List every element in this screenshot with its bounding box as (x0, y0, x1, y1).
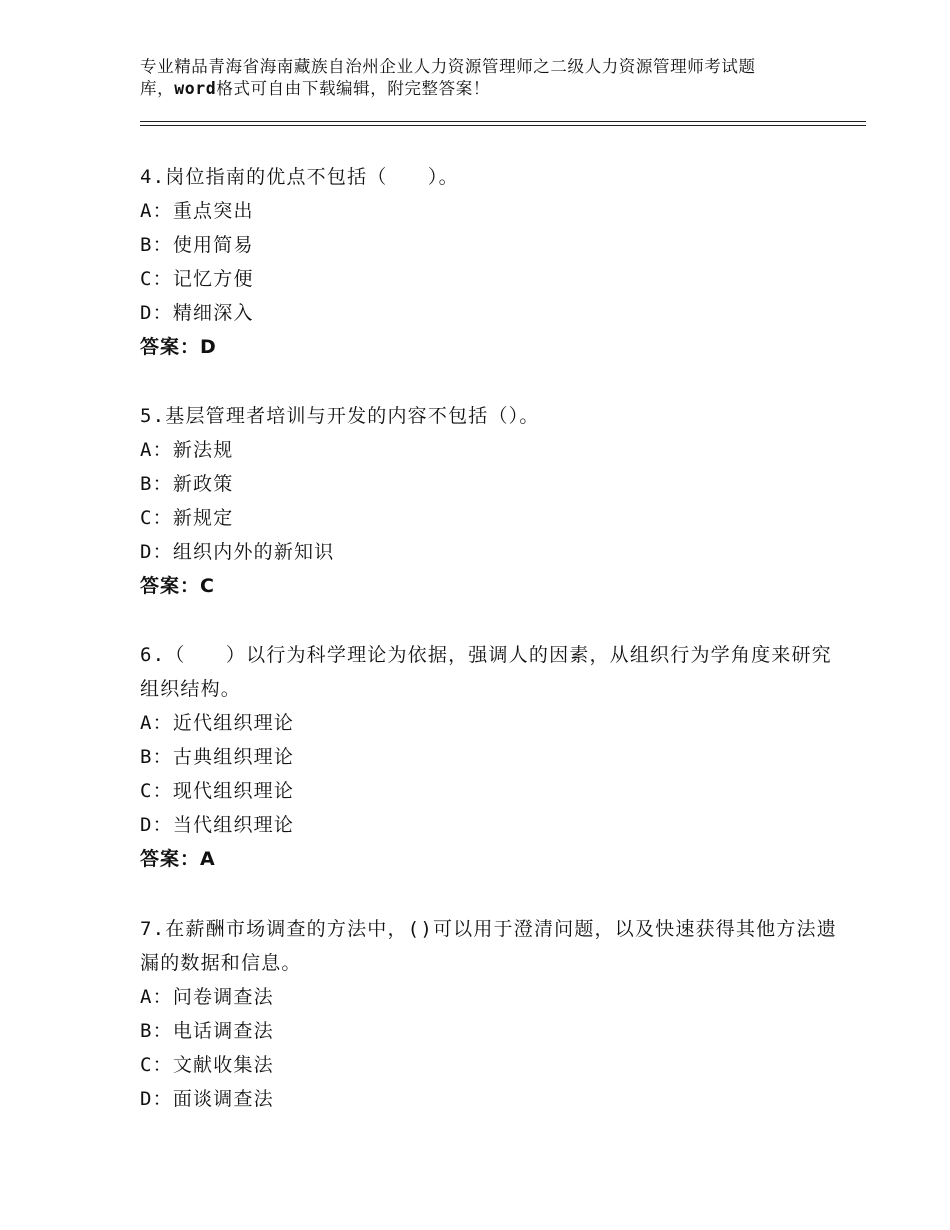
answer: 答案：C (140, 575, 215, 597)
header-line2-suffix: 格式可自由下载编辑，附完整答案！ (216, 79, 490, 98)
header-divider-top (140, 121, 866, 122)
question-stem: 5.基层管理者培训与开发的内容不包括（）。 (140, 405, 540, 427)
answer: 答案：A (140, 848, 216, 870)
option-d: D：面谈调查法 (140, 1088, 274, 1110)
option-b: B：使用简易 (140, 234, 254, 256)
option-d: D：组织内外的新知识 (140, 541, 335, 563)
option-a: A：近代组织理论 (140, 712, 295, 734)
header-line2-prefix: 库， (140, 79, 175, 98)
question-stem: 7.在薪酬市场调查的方法中，()可以用于澄清问题，以及快速获得其他方法遗漏的数据和信息。 (140, 918, 837, 974)
option-c: C：现代组织理论 (140, 780, 295, 802)
option-b: B：新政策 (140, 473, 234, 495)
option-c: C：新规定 (140, 507, 234, 529)
option-a: A：新法规 (140, 439, 234, 461)
option-c: C：文献收集法 (140, 1054, 274, 1076)
question-7 (140, 912, 840, 1116)
option-b: B：古典组织理论 (140, 746, 295, 768)
question-6 (140, 638, 840, 876)
option-b: B：电话调查法 (140, 1020, 274, 1042)
document-header (140, 56, 830, 100)
option-d: D：精细深入 (140, 302, 254, 324)
answer: 答案：D (140, 336, 217, 358)
header-title-line1: 专业精品青海省海南藏族自治州企业人力资源管理师之二级人力资源管理师考试题 (140, 57, 756, 76)
option-d: D：当代组织理论 (140, 814, 295, 836)
question-4 (140, 160, 840, 364)
question-stem: 6.（ ）以行为科学理论为依据，强调人的因素，从组织行为学角度来研究组织结构。 (140, 644, 832, 700)
option-c: C：记忆方便 (140, 268, 254, 290)
header-divider-bottom (140, 125, 866, 126)
question-5 (140, 399, 840, 603)
option-a: A：问卷调查法 (140, 986, 274, 1008)
header-word-keyword: word (174, 79, 217, 98)
question-stem: 4.岗位指南的优点不包括（ ）。 (140, 166, 459, 188)
option-a: A：重点突出 (140, 200, 254, 222)
header-title-line2 (140, 78, 830, 100)
